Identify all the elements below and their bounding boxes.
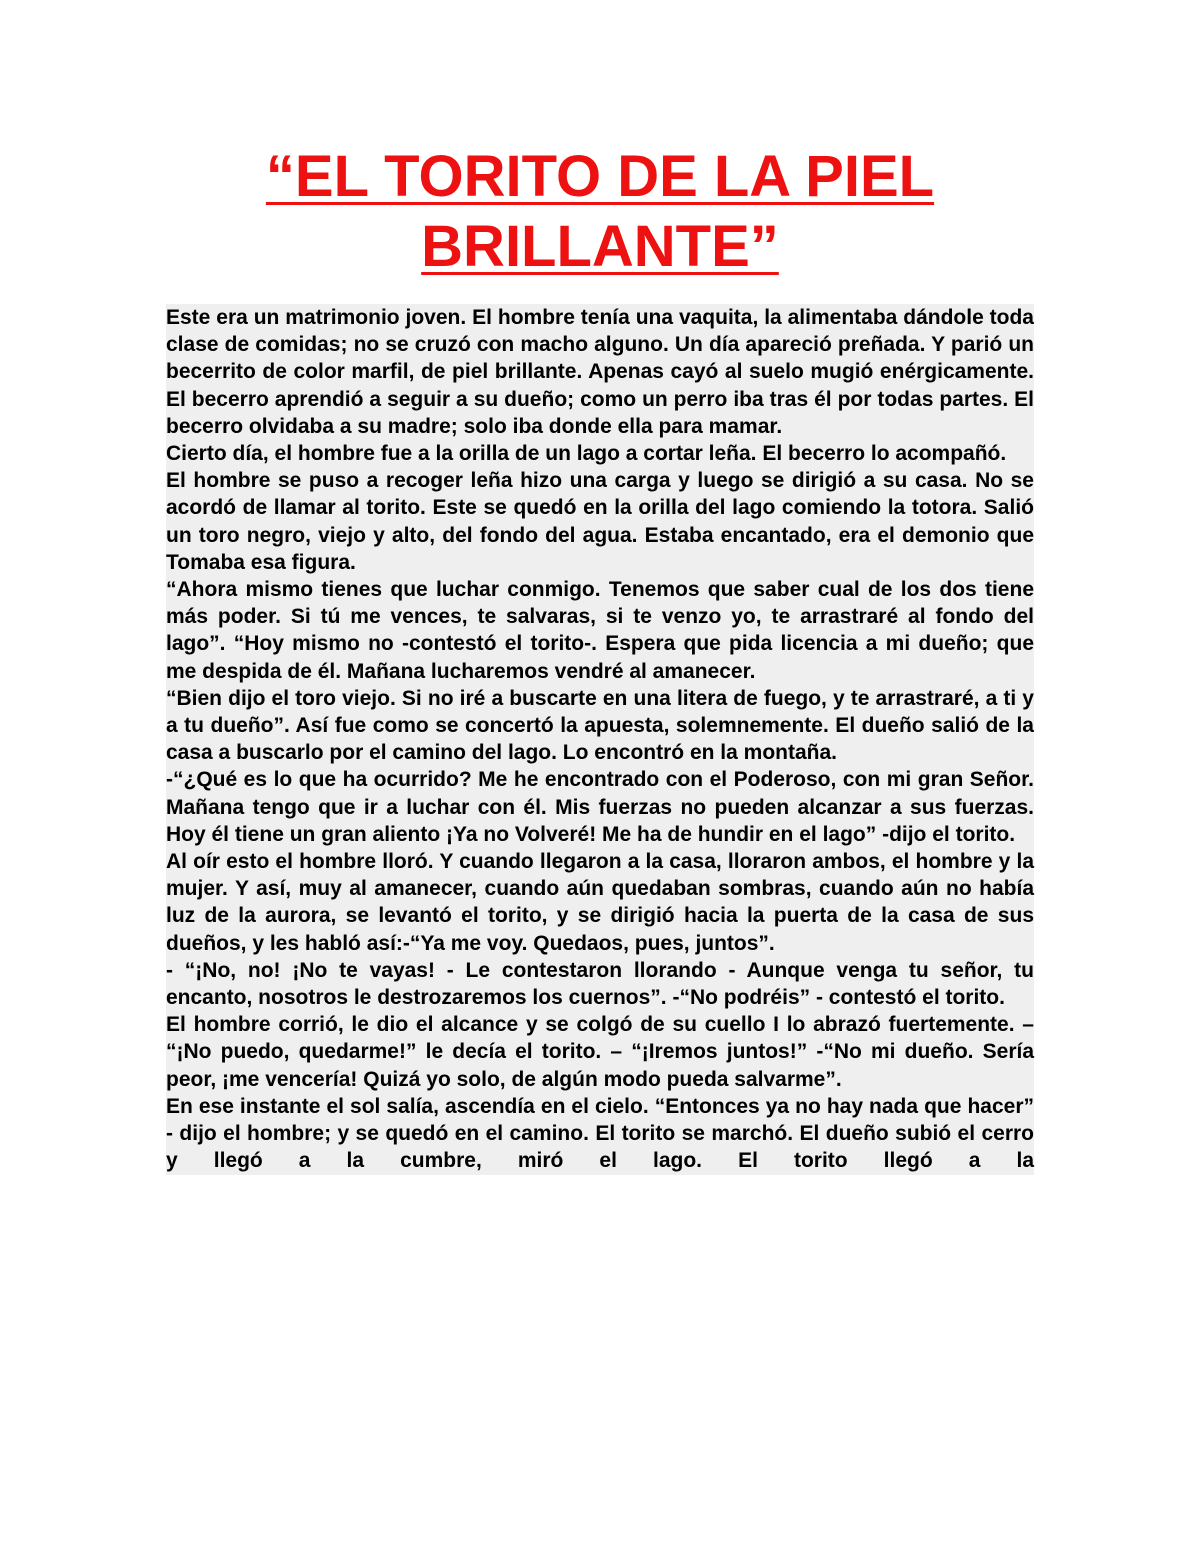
paragraph-10: En ese instante el sol salía, ascendía en el cielo. “Entonces ya no hay nada que hacer” - dijo el hombre; y se quedó en el camino. El torito se marchó. El dueño subió el cerro y llegó a la cumbre, miró el lago. El torito llegó a la <box>166 1094 1034 1173</box>
paragraph-4: “Ahora mismo tienes que luchar conmigo. Tenemos que saber cual de los dos tiene más poder. Si tú me vences, te salvaras, si te venzo yo, te arrastraré al fondo del lago”. “Hoy mismo no -contestó el torito-. Espera que pida licencia a mi dueño; que me despida de él. Mañana lucharemos vendré al amanecer. <box>166 578 1034 683</box>
title-line-2: BRILLANTE” <box>421 214 779 279</box>
paragraph-6: -“¿Qué es lo que ha ocurrido? Me he encontrado con el Poderoso, con mi gran Señor. Mañana tengo que ir a luchar con él. Mis fuerzas no pueden alcanzar a sus fuerzas. Hoy él tiene un gran aliento ¡Ya no Volveré! Me ha de hundir en el lago” -dijo el torito. <box>166 768 1034 846</box>
paragraph-1: Este era un matrimonio joven. El hombre tenía una vaquita, la alimentaba dándole toda clase de comidas; no se cruzó con macho alguno. Un día apareció preñada. Y parió un becerrito de color marfil, de piel brillante. Apenas cayó al suelo mugió enérgicamente. El becerro aprendió a seguir a su dueño; como un perro iba tras él por todas partes. El becerro olvidaba a su madre; solo iba donde ella para mamar. <box>166 306 1034 438</box>
paragraph-3: El hombre se puso a recoger leña hizo una carga y luego se dirigió a su casa. No se acordó de llamar al torito. Este se quedó en la orilla del lago comiendo la totora. Salió un toro negro, viejo y alto, del fondo del agua. Estaba encantado, era el demonio que Tomaba esa figura. <box>166 469 1034 574</box>
document-title <box>160 142 1040 282</box>
paragraph-2: Cierto día, el hombre fue a la orilla de un lago a cortar leña. El becerro lo acompañó. <box>166 442 1007 466</box>
title-line-1: “EL TORITO DE LA PIEL <box>265 144 935 209</box>
story-body <box>166 304 1034 1175</box>
paragraph-8: - “¡No, no! ¡No te vayas! - Le contestaron llorando - Aunque venga tu señor, tu encanto, nosotros le destrozaremos los cuernos”. -“No podréis” - contestó el torito. <box>166 958 1034 1010</box>
paragraph-5: “Bien dijo el toro viejo. Si no iré a buscarte en una litera de fuego, y te arrastraré, a ti y a tu dueño”. Así fue como se concertó la apuesta, solemnemente. El dueño salió de la casa a buscarlo por el camino del lago. Lo encontró en la montaña. <box>166 686 1034 765</box>
paragraph-7: Al oír esto el hombre lloró. Y cuando llegaron a la casa, lloraron ambos, el hombre y la mujer. Y así, muy al amanecer, cuando aún quedaban sombras, cuando aún no había luz de la aurora, se levantó el torito, y se dirigió hacia la puerta de la casa de sus dueños, y les habló así:-“Ya me voy. Quedaos, pues, juntos”. <box>166 850 1034 955</box>
paragraph-9: El hombre corrió, le dio el alcance y se colgó de su cuello I lo abrazó fuertemente. – “¡No puedo, quedarme!” le decía el torito. – “¡Iremos juntos!” -“No mi dueño. Sería peor, ¡me vencería! Quizá yo solo, de algún modo pueda salvarme”. <box>166 1013 1034 1091</box>
